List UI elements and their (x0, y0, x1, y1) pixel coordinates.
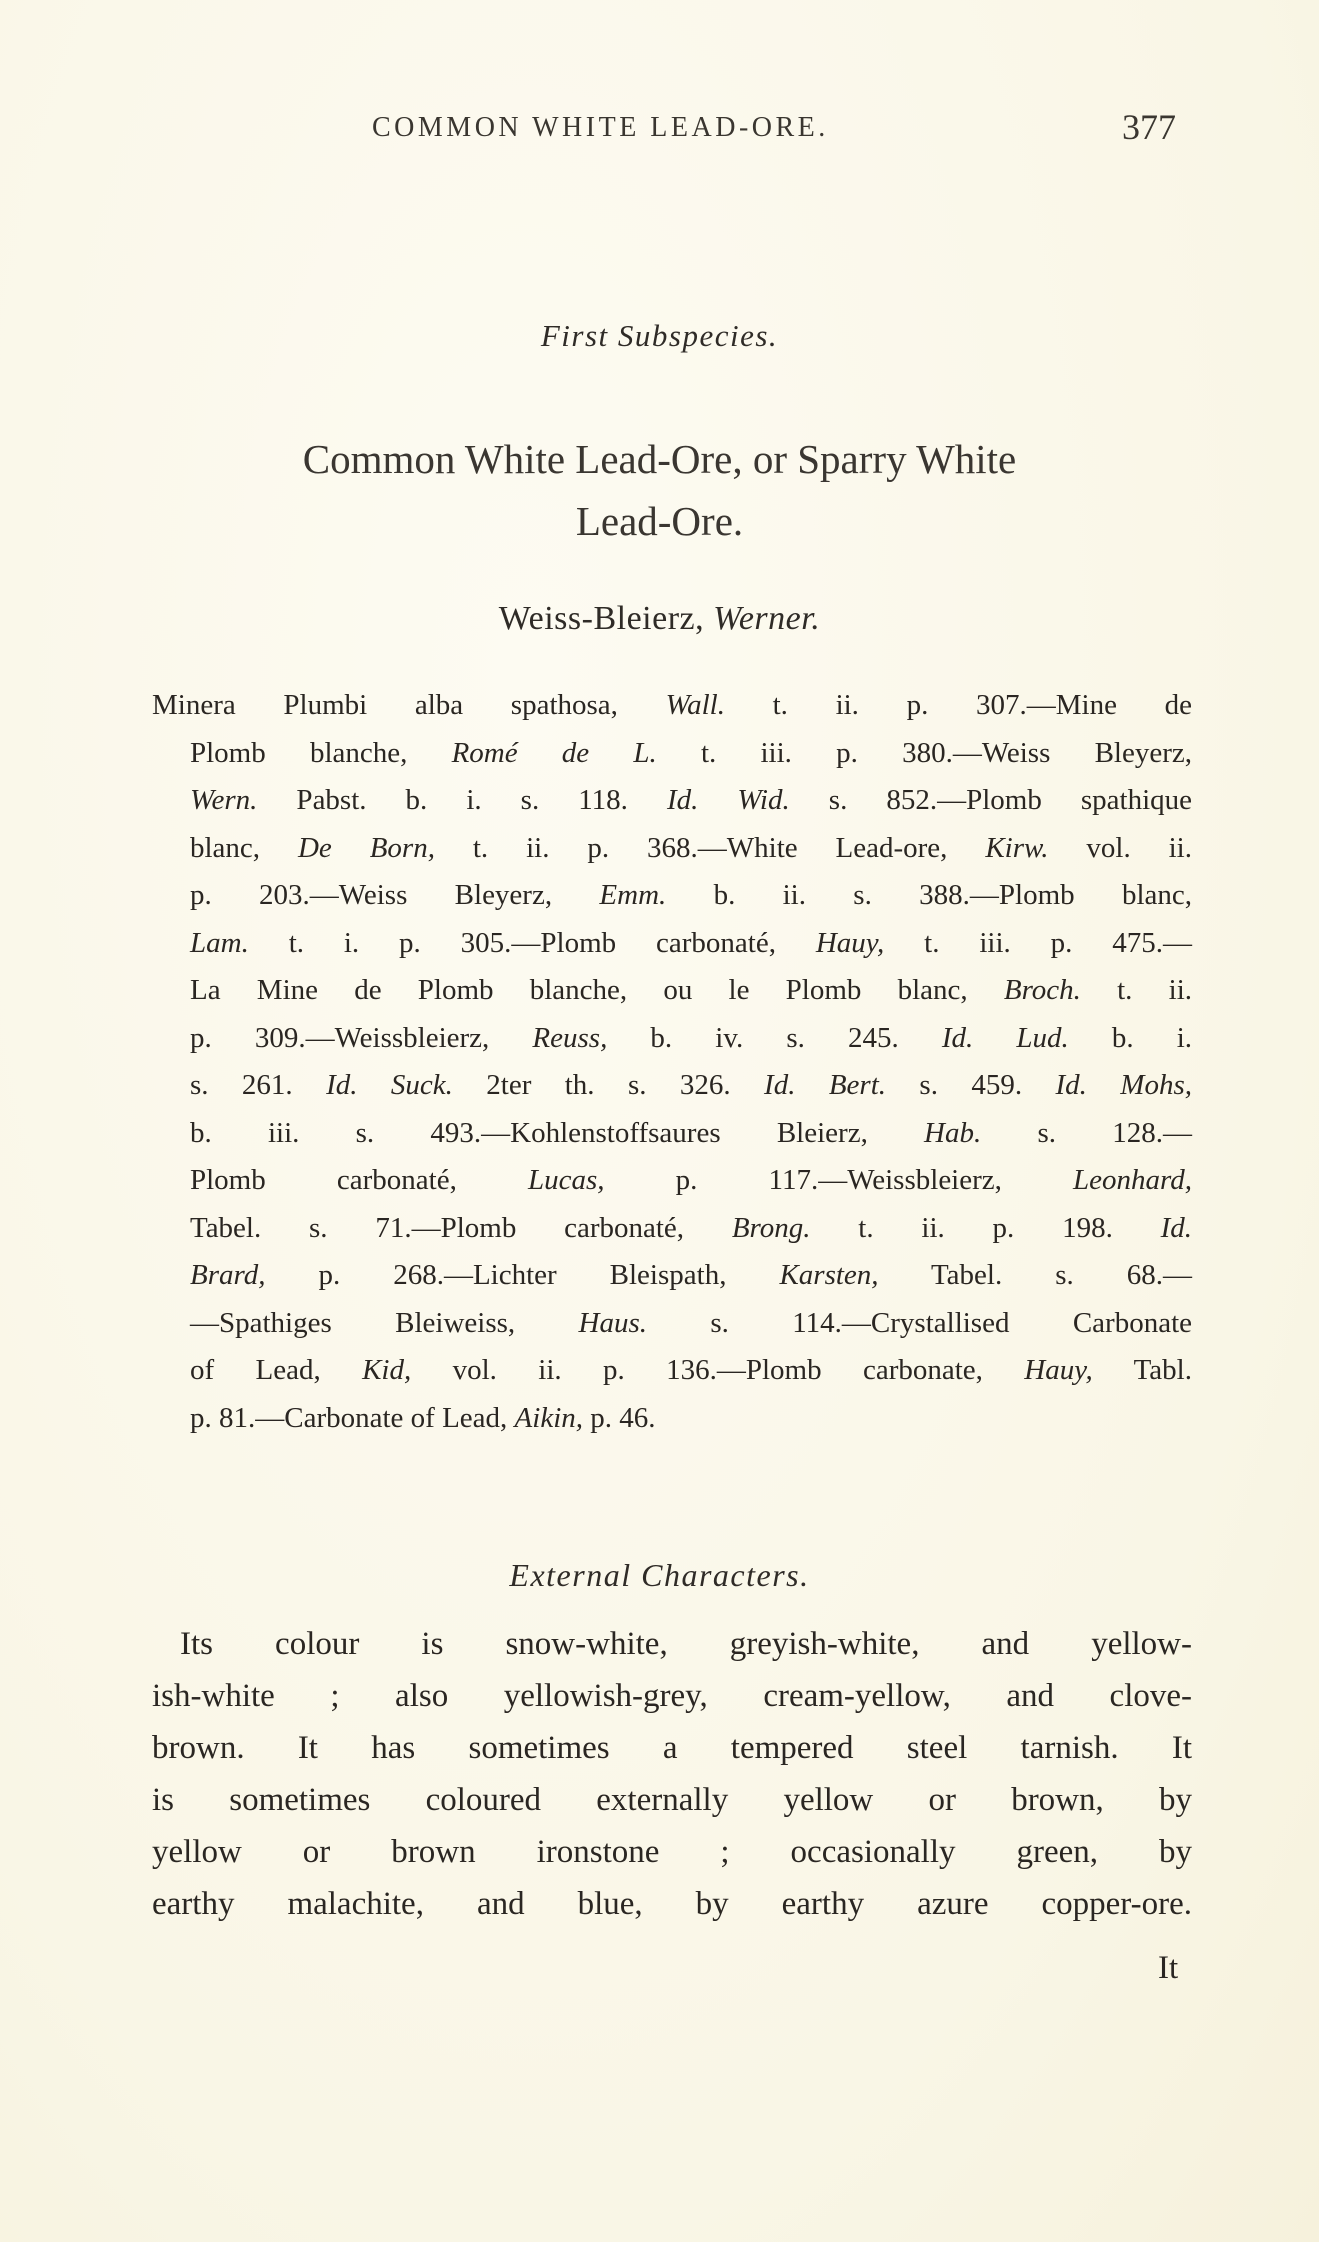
citation-author: Aikin, (514, 1401, 583, 1434)
body-line: yellow or brown ironstone ; occasionally green, by (152, 1834, 1192, 1870)
citation-text: Tabel. s. 71.—Plomb carbonaté, (190, 1211, 732, 1244)
citation-text: b. i. (1068, 1021, 1193, 1054)
citation-author: Id. Bert. (764, 1069, 887, 1101)
citation-text: b. iii. s. 493.—Kohlenstoffsaures Bleierz, (190, 1116, 925, 1149)
citation-text: t. i. p. 305.—Plomb carbonaté, (248, 926, 816, 959)
synonym-author: Werner. (713, 600, 821, 637)
citation-author: Id. Wid. (666, 784, 790, 816)
synonymy-line (190, 1157, 1192, 1205)
citation-text: t. iii. p. 475.— (884, 926, 1193, 959)
citation-text: t. ii. p. 368.—White Lead-ore, (434, 831, 986, 864)
citation-author: Brard, (190, 1259, 266, 1291)
body-paragraph (152, 1618, 1192, 1930)
citation-text: b. iv. s. 245. (607, 1021, 942, 1054)
citation-author: Leonhard, (1073, 1164, 1192, 1196)
body-line: Its colour is snow-white, greyish-white, and yellow- (180, 1626, 1192, 1662)
synonym-heading (0, 600, 1319, 638)
catchword: It (1158, 1950, 1179, 1986)
citation-text: vol. ii. (1048, 831, 1192, 864)
synonymy-line (190, 777, 1192, 825)
citation-author: Id. Lud. (941, 1021, 1069, 1054)
citation-author: Broch. (1003, 974, 1081, 1006)
citation-author: Id. Mohs, (1055, 1069, 1192, 1101)
synonymy-line (190, 1347, 1192, 1395)
synonymy-line (190, 1015, 1192, 1063)
citation-text: t. ii. p. 307.—Mine de (724, 689, 1192, 721)
citation-text: s. 459. (886, 1069, 1056, 1101)
external-characters-heading: External Characters. (509, 1557, 810, 1593)
citation-author: Haus. (578, 1306, 647, 1339)
citation-author: Hauy, (1024, 1354, 1093, 1386)
synonymy-line (190, 920, 1192, 968)
citation-text: s. 852.—Plomb spathique (789, 784, 1193, 816)
citation-author: Kid, (362, 1354, 412, 1386)
citation-text: p. 203.—Weiss Bleyerz, (190, 879, 600, 911)
citation-author: Brong. (731, 1211, 811, 1244)
citation-text: Tabl. (1092, 1354, 1192, 1386)
synonymy-paragraph (152, 682, 1192, 1442)
citation-author: Hauy, (815, 926, 885, 959)
citation-text: blanc, (190, 831, 298, 864)
citation-author: Romé de L. (451, 736, 657, 769)
running-head (0, 107, 1319, 152)
citation-text: p. 117.—Weissbleierz, (604, 1164, 1074, 1196)
citation-text: t. ii. p. 198. (810, 1211, 1161, 1244)
synonymy-line (190, 967, 1192, 1015)
citation-text: Minera Plumbi alba spathosa, (152, 689, 666, 721)
synonym-name: Weiss-Bleierz, (498, 600, 714, 637)
running-title: COMMON WHITE LEAD-ORE. (372, 112, 829, 143)
citation-author: Lam. (190, 926, 249, 959)
synonymy-line (190, 1252, 1192, 1300)
citation-text: p. 268.—Lichter Bleispath, (265, 1259, 780, 1291)
synonymy-line (190, 1395, 1192, 1443)
citation-author: Id. Suck. (326, 1069, 453, 1101)
citation-author: Id. (1160, 1211, 1193, 1244)
citation-text: Tabel. s. 68.— (878, 1259, 1192, 1291)
citation-text: p. 46. (583, 1401, 656, 1434)
synonymy-line (190, 872, 1192, 920)
synonymy-line (190, 1205, 1192, 1253)
synonymy-line (190, 1062, 1192, 1110)
citation-author: Wall. (665, 689, 725, 721)
citation-text: t. ii. (1080, 974, 1192, 1006)
citation-text: t. iii. p. 380.—Weiss Bleyerz, (656, 736, 1193, 769)
citation-author: Hab. (924, 1116, 982, 1149)
page-number: 377 (1122, 107, 1176, 147)
citation-text: Pabst. b. i. s. 118. (257, 784, 667, 816)
citation-author: De Born, (297, 831, 435, 864)
citation-author: Emm. (599, 879, 667, 911)
synonymy-line (190, 1300, 1192, 1348)
body-line: earthy malachite, and blue, by earthy azure copper-ore. (152, 1886, 1192, 1922)
citation-author: Wern. (190, 784, 258, 816)
synonymy-line (152, 682, 1192, 730)
synonymy-line (190, 1110, 1192, 1158)
body-line: brown. It has sometimes a tempered steel tarnish. It (152, 1730, 1192, 1766)
citation-text: b. ii. s. 388.—Plomb blanc, (666, 879, 1192, 911)
section-title-line-2: Lead-Ore. (575, 498, 744, 544)
citation-author: Kirw. (985, 831, 1049, 864)
subspecies-heading: First Subspecies. (540, 318, 779, 353)
citation-text: s. 261. (190, 1069, 327, 1101)
citation-text: s. 128.— (981, 1116, 1192, 1149)
section-title-line-1: Common White Lead-Ore, or Sparry White (302, 436, 1017, 482)
citation-text: —Spathiges Bleiweiss, (190, 1306, 579, 1339)
citation-text: s. 114.—Crystallised Carbonate (647, 1306, 1192, 1339)
synonymy-line (190, 825, 1192, 873)
body-line: ish-white ; also yellowish-grey, cream-yellow, and clove- (152, 1678, 1192, 1714)
citation-text: vol. ii. p. 136.—Plomb carbonate, (411, 1354, 1025, 1386)
citation-author: Karsten, (779, 1259, 879, 1291)
citation-text: 2ter th. s. 326. (452, 1069, 765, 1101)
section-title (0, 428, 1319, 552)
citation-text: La Mine de Plomb blanche, ou le Plomb blanc, (190, 974, 1004, 1006)
citation-text: p. 309.—Weissbleierz, (190, 1021, 533, 1054)
citation-author: Reuss, (532, 1021, 608, 1054)
citation-author: Lucas, (527, 1164, 605, 1196)
citation-text: of Lead, (190, 1354, 363, 1386)
citation-text: p. 81.—Carbonate of Lead, (190, 1401, 515, 1434)
synonymy-line (190, 730, 1192, 778)
citation-text: Plomb carbonaté, (190, 1164, 528, 1196)
body-line: is sometimes coloured externally yellow or brown, by (152, 1782, 1192, 1818)
citation-text: Plomb blanche, (190, 736, 452, 769)
